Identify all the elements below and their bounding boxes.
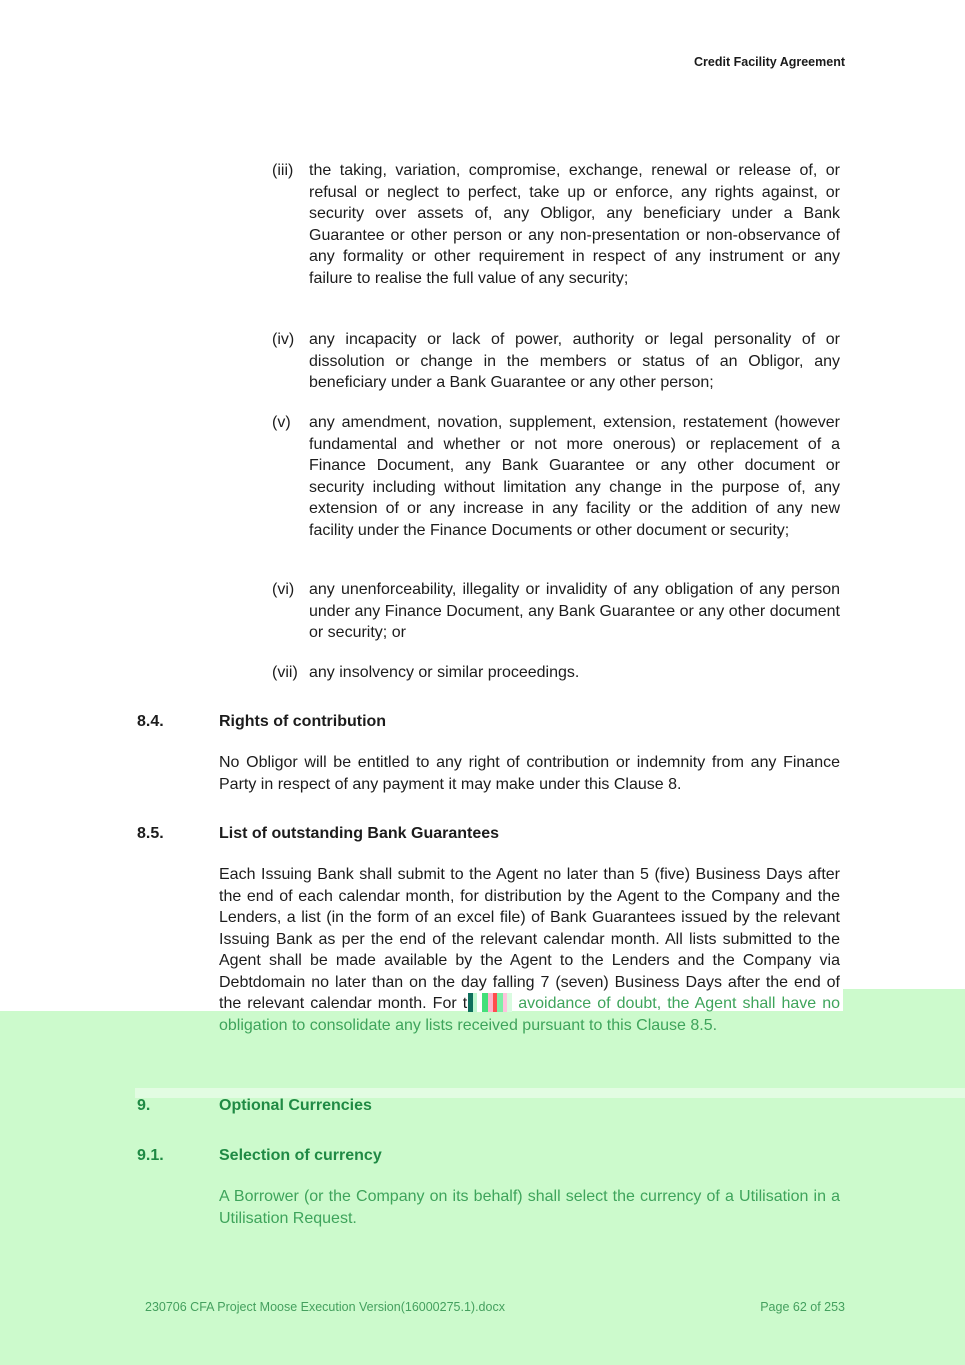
footer-page-number: Page 62 of 253 xyxy=(760,1300,845,1314)
section-heading: Rights of contribution xyxy=(219,713,387,730)
list-marker: (vi) xyxy=(272,581,295,598)
corrupted-text-artifact xyxy=(468,993,512,1012)
list-item-text: the taking, variation, compromise, exchange, renewal or release of, or refusal or neglect to perfect, take up or enforce, any rights against, or security over assets of, any Obligor, any beneficiary under a Bank Guarantee or other person or any non-presentation or non-observance of any formality or other requirement in respect of any instrument or any failure to realise the full value of any security; xyxy=(309,162,840,287)
list-marker: (iv) xyxy=(272,331,295,348)
list-item-v xyxy=(272,412,840,541)
list-item-vi xyxy=(272,579,840,644)
section-8-5-body-black: Each Issuing Bank shall submit to the Agent no later than 5 (five) Business Days after the end of each calendar month, for distribution by the Agent to the Company and the Lenders, a list (in the form of an excel file) of Bank Guarantees issued by the relevant Issuing Bank as per the end of the relevant calendar month. All lists submitted to the Agent shall be made available by the Agent to the Lenders and the Company via Debtdomain no later than on the day falling 7 (seven) Business Days after the end of the relevant calendar month. For t xyxy=(219,866,840,1012)
list-item-text: any incapacity or lack of power, authority or legal personality of or dissolution or change in the members or status of an Obligor, any beneficiary under a Bank Guarantee or any other person; xyxy=(309,331,840,391)
list-item-iii xyxy=(272,160,840,289)
section-8-4-body: No Obligor will be entitled to any right of contribution or indemnity from any Finance Party in respect of any payment it may make under this Clause 8. xyxy=(219,754,840,793)
section-number: 8.5. xyxy=(137,825,164,842)
section-heading: List of outstanding Bank Guarantees xyxy=(219,825,500,842)
section-number: 9. xyxy=(137,1097,151,1114)
page-header-title: Credit Facility Agreement xyxy=(694,55,845,69)
list-marker: (vii) xyxy=(272,664,298,681)
list-item-text: any unenforceability, illegality or invalidity of any obligation of any person under any Finance Document, any Bank Guarantee or any other document or security; or xyxy=(309,581,840,641)
highlight-band-line-end xyxy=(843,989,965,1012)
section-number: 8.4. xyxy=(137,713,164,730)
section-8-5-body xyxy=(219,864,840,1036)
section-8-5-heading-row xyxy=(137,823,840,845)
section-9-1-heading-row xyxy=(137,1145,840,1167)
section-heading: Selection of currency xyxy=(219,1147,382,1164)
footer-filename: 230706 CFA Project Moose Execution Version(16000275.1).docx xyxy=(145,1300,505,1314)
section-8-4-heading-row xyxy=(137,711,840,733)
list-marker: (iii) xyxy=(272,162,294,179)
section-number: 9.1. xyxy=(137,1147,164,1164)
list-item-vii xyxy=(272,662,840,684)
list-item-text: any amendment, novation, supplement, extension, restatement (however fundamental and whether or not more onerous) or replacement of a Finance Document, any Bank Guarantee or any other document or security including without limitation any change in the purpose of, any extension of or any increase in any facility or the addition of any new facility under the Finance Documents or other document or security; xyxy=(309,414,840,539)
list-item-text: any insolvency or similar proceedings. xyxy=(309,664,580,681)
section-9-heading-row xyxy=(137,1095,840,1117)
section-9-1-body: A Borrower (or the Company on its behalf) shall select the currency of a Utilisation in a Utilisation Request. xyxy=(219,1188,840,1227)
list-item-iv xyxy=(272,329,840,394)
section-heading: Optional Currencies xyxy=(219,1097,372,1114)
section-8-5-body-highlighted: avoidance of doubt, the Agent shall have no obligation to consolidate any lists received pursuant to this Clause 8.5. xyxy=(219,995,840,1034)
list-marker: (v) xyxy=(272,414,291,431)
